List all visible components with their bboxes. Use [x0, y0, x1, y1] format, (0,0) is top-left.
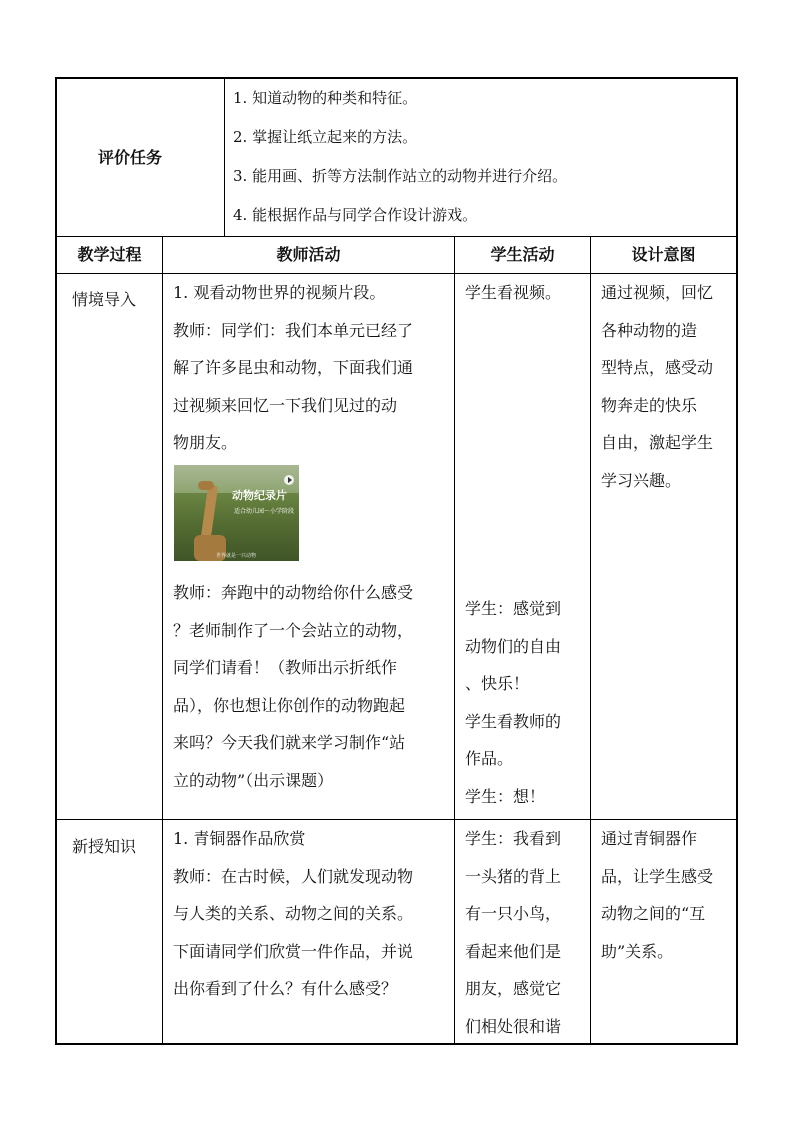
evaluation-item-3: 3. 能用画、折等方法制作站立的动物并进行介绍。 [233, 167, 568, 185]
evaluation-item-2: 2. 掌握让纸立起来的方法。 [233, 128, 418, 146]
col-divider-3 [590, 236, 591, 1044]
table-right-border [736, 77, 738, 1045]
giraffe-head [198, 481, 214, 490]
text-line: 过视频来回忆一下我们见过的动 [173, 395, 398, 415]
text-line: 助”关系。 [601, 941, 674, 961]
header-process: 教学过程 [77, 245, 142, 264]
text-line: 作品。 [465, 749, 514, 768]
play-icon[interactable] [284, 475, 294, 485]
text-line: 出你看到了什么？有什么感受？ [173, 979, 398, 998]
text-line: 朋友，感觉它 [465, 979, 562, 998]
row1-intent [601, 274, 735, 499]
header-teacher: 教师活动 [276, 245, 341, 264]
table-bottom-border [55, 1043, 738, 1045]
text-line: 学生：感觉到 [465, 599, 562, 618]
text-line: 通过视频，回忆 [601, 283, 714, 302]
text-line: 教师：在古时候，人们就发现动物 [173, 866, 414, 886]
eval-divider [224, 77, 225, 237]
text-line: ？老师制作了一个会站立的动物， [173, 620, 414, 640]
text-line: 学生看教师的 [465, 711, 562, 731]
header-student: 学生活动 [490, 245, 555, 264]
text-line: 学生看视频。 [465, 283, 562, 302]
text-line: 品，让学生感受 [601, 866, 714, 886]
text-line: 们相处很和谐 [465, 1016, 562, 1036]
row2-teacher [173, 820, 451, 1008]
col-divider-1 [162, 236, 163, 1044]
row2-stage: 新授知识 [72, 837, 137, 856]
row1-teacher-bottom [173, 574, 451, 799]
row2-student [465, 820, 589, 1045]
text-line: 、快乐！ [465, 674, 530, 693]
video-subtitle: 适合幼儿园～小学阶段 [234, 508, 295, 515]
video-title: 动物纪录片 [232, 489, 287, 502]
text-line: 学生：想！ [465, 786, 546, 806]
text-line: 型特点，感受动 [601, 358, 714, 377]
text-line: 同学们请看！（教师出示折纸作 [173, 658, 398, 677]
text-line: 立的动物”（出示课题） [173, 770, 334, 790]
evaluation-item-4: 4. 能根据作品与同学合作设计游戏。 [233, 206, 478, 224]
text-line: 各种动物的造 [601, 320, 698, 340]
text-line: 品），你也想让你创作的动物跑起 [173, 695, 406, 715]
row1-student-bottom [465, 590, 589, 815]
row1-teacher-top [173, 274, 451, 462]
text-line: 与人类的关系、动物之间的关系。 [173, 904, 414, 923]
row1-stage: 情境导入 [72, 290, 137, 309]
evaluation-item-1: 1. 知道动物的种类和特征。 [233, 89, 418, 107]
video-thumbnail[interactable] [174, 465, 299, 561]
text-line: 学生：我看到 [465, 829, 562, 848]
text-line: 有一只小鸟， [465, 904, 562, 923]
text-line: 教师：同学们：我们本单元已经了 [173, 320, 414, 340]
text-line: 来吗？今天我们就来学习制作“站 [173, 733, 406, 752]
text-line: 物奔走的快乐 [601, 395, 698, 415]
text-line: 看起来他们是 [465, 941, 562, 961]
row1-student-top [465, 274, 589, 312]
row2-intent [601, 820, 735, 970]
text-line: 物朋友。 [173, 433, 238, 452]
text-line: 学习兴趣。 [601, 470, 682, 490]
col-divider-2 [454, 236, 455, 1044]
text-line: 1. 观看动物世界的视频片段。 [173, 283, 386, 302]
text-line: 解了许多昆虫和动物，下面我们通 [173, 358, 414, 377]
text-line: 教师：奔跑中的动物给你什么感受 [173, 583, 414, 602]
text-line: 1. 青铜器作品欣赏 [173, 829, 306, 848]
text-line: 一头猪的背上 [465, 866, 562, 886]
text-line: 动物们的自由 [465, 636, 562, 656]
text-line: 动物之间的“互 [601, 904, 706, 923]
table-left-border [55, 77, 57, 1045]
text-line: 下面请同学们欣赏一件作品，并说 [173, 941, 414, 961]
table-top-border [55, 77, 738, 79]
header-intent: 设计意图 [631, 245, 696, 264]
text-line: 通过青铜器作 [601, 829, 698, 848]
evaluation-label: 评价任务 [98, 148, 163, 167]
text-line: 自由，激起学生 [601, 433, 714, 452]
video-caption: 世界就是一只动物 [216, 553, 257, 559]
